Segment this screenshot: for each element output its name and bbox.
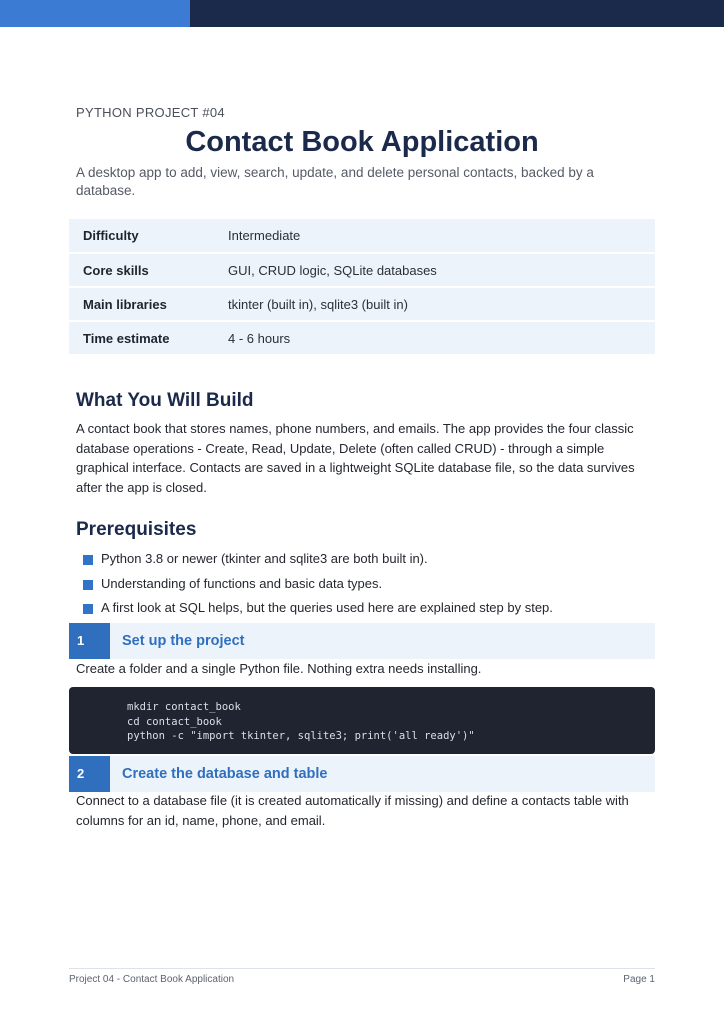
step-2-text: Connect to a database file (it is created automatically if missing) and define a contacts table with columns for an id, name, phone, and email. <box>76 793 629 828</box>
project-kicker: PYTHON PROJECT #04 <box>76 105 225 120</box>
prerequisites-heading: Prerequisites <box>76 519 197 540</box>
code-line: cd contact_book <box>127 715 222 728</box>
top-banner <box>0 0 724 27</box>
info-value: tkinter (built in), sqlite3 (built in) <box>214 287 655 321</box>
list-item <box>83 599 653 624</box>
list-item <box>83 550 653 575</box>
project-info-table <box>69 219 655 356</box>
step-title: Create the database and table <box>122 766 328 782</box>
build-paragraph: A contact book that stores names, phone numbers, and emails. The app provides the four classic database operations - Create, Read, Update, Delete (often called CRUD) - through a simple graphical interface. Contacts are saved in a lightweight SQLite database file, so the data survives after the app is closed. <box>76 421 635 495</box>
code-line: mkdir contact_book <box>127 701 241 713</box>
info-row <box>69 219 655 253</box>
top-banner-accent <box>0 0 190 27</box>
step-1-header <box>69 623 655 659</box>
prerequisite-text: A first look at SQL helps, but the queries used here are explained step by step. <box>101 600 553 615</box>
info-value: Intermediate <box>214 219 655 253</box>
step-number: 2 <box>69 756 110 792</box>
bullet-square-icon <box>83 555 93 565</box>
step-title: Set up the project <box>122 633 245 649</box>
info-key: Core skills <box>69 253 214 287</box>
info-row <box>69 287 655 321</box>
page-number: Page 1 <box>623 974 655 985</box>
bullet-square-icon <box>83 580 93 590</box>
step-1-text: Create a folder and a single Python file. Nothing extra needs installing. <box>76 661 482 676</box>
info-value: 4 - 6 hours <box>214 321 655 355</box>
build-heading: What You Will Build <box>76 390 254 411</box>
info-value: GUI, CRUD logic, SQLite databases <box>214 253 655 287</box>
code-line: python -c "import tkinter, sqlite3; print('all ready')" <box>127 730 475 742</box>
prerequisite-text: Understanding of functions and basic data types. <box>101 575 383 591</box>
info-row <box>69 321 655 355</box>
step-2-header <box>69 756 655 792</box>
info-key: Time estimate <box>69 321 214 355</box>
page-title: Contact Book Application <box>185 126 539 158</box>
footer-divider <box>69 968 655 969</box>
prerequisites-list <box>83 550 653 624</box>
info-row <box>69 253 655 287</box>
info-key: Difficulty <box>69 219 214 253</box>
bullet-square-icon <box>83 604 93 614</box>
page-subtitle: A desktop app to add, view, search, update, and delete personal contacts, backed by a database. <box>76 165 594 198</box>
prerequisite-text: Python 3.8 or newer (tkinter and sqlite3 are both built in). <box>101 551 428 566</box>
info-key: Main libraries <box>69 287 214 321</box>
step-number: 1 <box>69 623 110 659</box>
list-item <box>83 575 653 600</box>
footer-project-label: Project 04 - Contact Book Application <box>69 974 235 985</box>
code-block <box>69 687 655 754</box>
